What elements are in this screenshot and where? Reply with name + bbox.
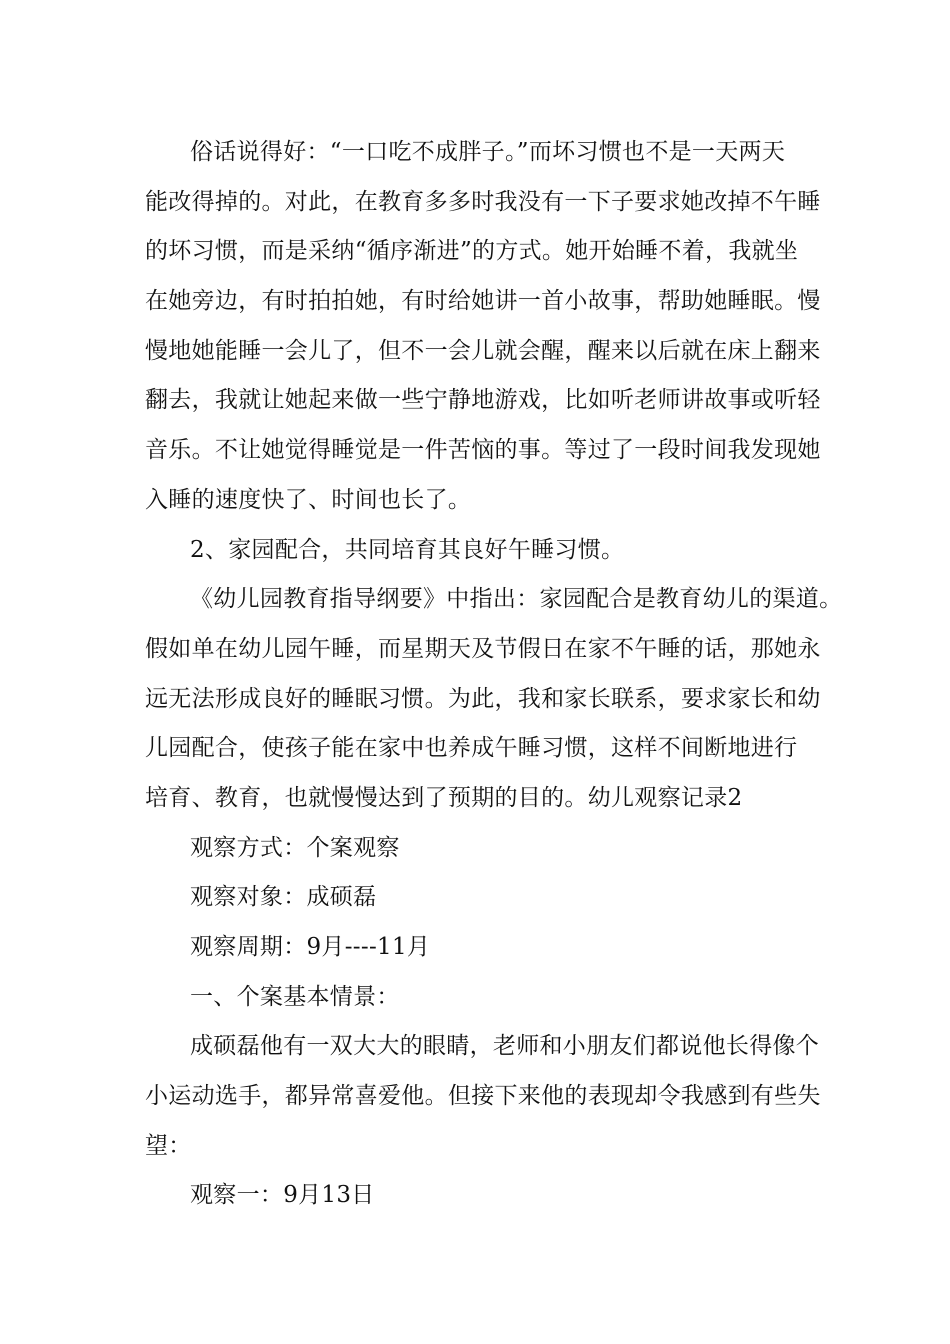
paragraph-line: 翻去，我就让她起来做一些宁静地游戏，比如听老师讲故事或听轻 bbox=[145, 387, 821, 414]
paragraph-line: 远无法形成良好的睡眠习惯。为此，我和家长联系，要求家长和幼 bbox=[145, 685, 821, 712]
paragraph-line: 儿园配合，使孩子能在家中也养成午睡习惯，这样不间断地进行 bbox=[145, 735, 798, 762]
paragraph-line: 俗话说得好：“一口吃不成胖子。”而坏习惯也不是一天两天 bbox=[190, 139, 786, 165]
paragraph-line: 的坏习惯，而是采纳“循序渐进”的方式。她开始睡不着，我就坐 bbox=[145, 238, 799, 265]
observation-subject: 观察对象：成硕磊 bbox=[190, 884, 377, 911]
paragraph-line: 慢地她能睡一会儿了，但不一会儿就会醒，醒来以后就在床上翻来 bbox=[145, 337, 821, 364]
observation-entry-heading: 观察一：9月13日 bbox=[190, 1182, 375, 1209]
observation-period: 观察周期：9月----11月 bbox=[190, 934, 431, 960]
paragraph-line: 《幼儿园教育指导纲要》中指出：家园配合是教育幼儿的渠道。 bbox=[190, 586, 843, 613]
paragraph-line: 培育、教育，也就慢慢达到了预期的目的。幼儿观察记录2 bbox=[145, 784, 743, 811]
paragraph-line: 小运动选手，都异常喜爱他。但接下来他的表现却令我感到有些失 bbox=[145, 1083, 821, 1110]
paragraph-line: 成硕磊他有一双大大的眼睛，老师和小朋友们都说他长得像个 bbox=[190, 1033, 820, 1060]
paragraph-line: 音乐。不让她觉得睡觉是一件苦恼的事。等过了一段时间我发现她 bbox=[145, 437, 821, 464]
paragraph-line: 假如单在幼儿园午睡，而星期天及节假日在家不午睡的话，那她永 bbox=[145, 635, 821, 662]
section-heading: 一、个案基本情景： bbox=[190, 983, 400, 1010]
paragraph-line: 望： bbox=[145, 1132, 192, 1159]
observation-method: 观察方式：个案观察 bbox=[190, 834, 400, 861]
paragraph-line: 入睡的速度快了、时间也长了。 bbox=[145, 486, 472, 513]
document-body bbox=[145, 128, 843, 1221]
section-heading: 2、家园配合，共同培育其良好午睡习惯。 bbox=[190, 536, 625, 563]
paragraph-line: 在她旁边，有时拍拍她，有时给她讲一首小故事，帮助她睡眠。慢 bbox=[145, 288, 821, 315]
paragraph-line: 能改得掉的。对此，在教育多多时我没有一下子要求她改掉不午睡 bbox=[145, 188, 821, 215]
